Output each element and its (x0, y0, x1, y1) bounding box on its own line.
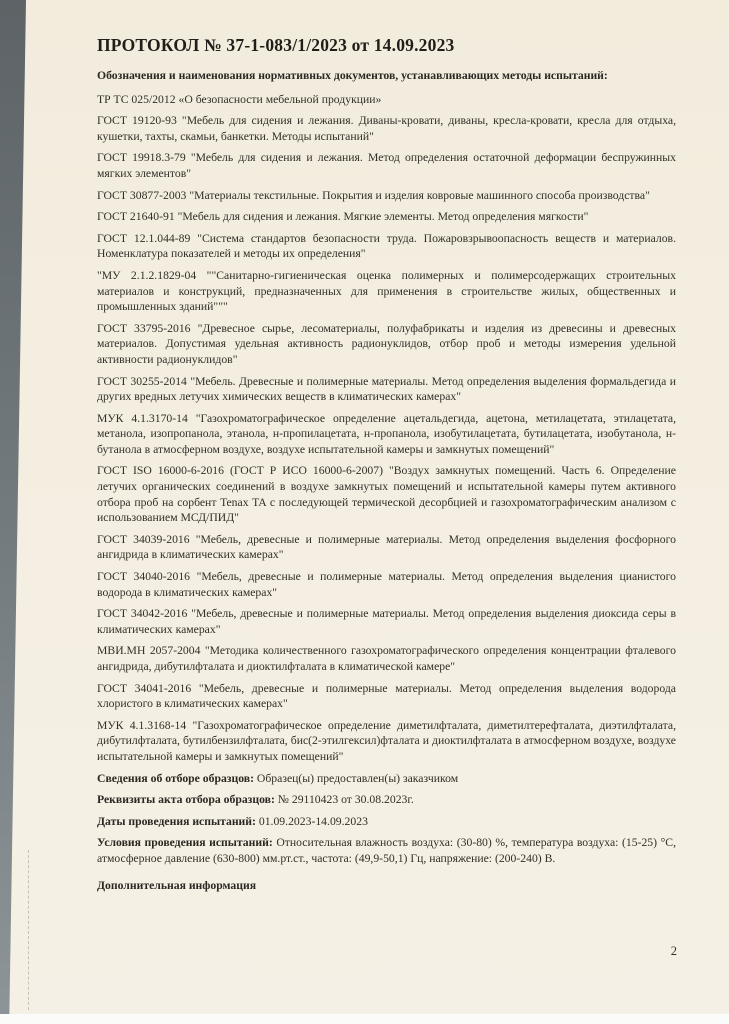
normative-document-item: ГОСТ 30255-2014 "Мебель. Древесные и полимерные материалы. Метод определения выделения формальдегида и других вредных летучих химических веществ в климатических камерах" (97, 374, 676, 404)
document-content (97, 34, 676, 893)
field-value: Образец(ы) предоставлен(ы) заказчиком (256, 771, 459, 785)
normative-document-item: ГОСТ 34039-2016 "Мебель, древесные и полимерные материалы. Метод определения выделения фосфорного ангидрида в климатических камерах" (97, 532, 676, 562)
normative-document-item: ГОСТ 19918.3-79 "Мебель для сидения и лежания. Метод определения остаточной деформации беспружинных мягких элементов" (97, 151, 676, 180)
field-label: Сведения об отборе образцов: (97, 771, 254, 785)
field-value: 01.09.2023-14.09.2023 (258, 814, 368, 828)
field-label: Даты проведения испытаний: (97, 814, 256, 828)
normative-document-item: ТР ТС 025/2012 «О безопасности мебельной продукции» (97, 92, 382, 106)
protocol-title: ПРОТОКОЛ № 37-1-083/1/2023 от 14.09.2023 (97, 35, 455, 55)
normative-document-item: ГОСТ 34042-2016 "Мебель, древесные и полимерные материалы. Метод определения выделения диоксида серы в климатических камерах" (97, 607, 676, 636)
normative-document-item: МВИ.МН 2057-2004 "Методика количественного газохроматографического определения концентрации фталевого ангидрида, дибутилфталата и диоктилфталата в климатической камере" (97, 644, 676, 673)
normative-document-item: ГОСТ 34041-2016 "Мебель, древесные и полимерные материалы. Метод определения выделения водорода хлористого в климатических камерах" (97, 681, 676, 711)
normative-document-item: "МУ 2.1.2.1829-04 ""Санитарно-гигиеническая оценка полимерных и полимерсодержащих строительных материалов и конструкций, предназначенных для применения в строительстве жилых, общественных и промышленных зданий""" (97, 268, 676, 314)
normative-document-item: ГОСТ 34040-2016 "Мебель, древесные и полимерные материалы. Метод определения выделения цианистого водорода в климатических камерах" (97, 570, 676, 599)
field-value: Относительная влажность воздуха: (30-80) %, температура воздуха: (15-25) °С, атмосферное давление (630-800) мм.рт.ст., частота: (49,9-50,1) Гц, напряжение: (200-240) В. (97, 836, 676, 865)
normative-document-item: ГОСТ 30877-2003 "Материалы текстильные. Покрытия и изделия ковровые машинного способа производства" (97, 188, 650, 202)
page-number: 2 (670, 944, 677, 958)
field-sampling-act (97, 792, 676, 808)
normative-document-item: ГОСТ 33795-2016 "Древесное сырье, лесоматериалы, полуфабрикаты и изделия из древесины и древесных материалов. Допустимая удельная активность радионуклидов, отбор проб и методы измерения удельной активности радионуклидов" (97, 321, 676, 366)
normative-document-item: ГОСТ 21640-91 "Мебель для сидения и лежания. Мягкие элементы. Метод определения мягкости" (97, 210, 589, 224)
additional-info-heading: Дополнительная информация (97, 878, 257, 892)
field-test-conditions (97, 835, 676, 866)
field-label: Реквизиты акта отбора образцов: (97, 793, 275, 807)
normative-document-item: ГОСТ ISO 16000-6-2016 (ГОСТ Р ИСО 16000-6-2007) "Воздух замкнутых помещений. Часть 6. Определение летучих органических соединений в воздухе замкнутых помещений и испытательной камеры путем активного отбора проб на сорбент Tenax TA с последующей термической десорбцией и газохроматографическим анализом с использованием МСД/ПИД" (97, 464, 676, 525)
normative-document-item: МУК 4.1.3170-14 "Газохроматографическое определение ацетальдегида, ацетона, метилацетата, этилацетата, метанола, изопропанола, этанола, н-пропилацетата, н-пропанола, изобутилацетата, бутилацетата, изобутанола, н-бутанола в атмосферном воздухе, воздухе испытательной камеры и замкнутых помещений" (97, 411, 676, 456)
fold-line-artifact (28, 850, 29, 1010)
field-sampling-info (97, 771, 676, 787)
normative-document-item: ГОСТ 19120-93 "Мебель для сидения и лежания. Диваны-кровати, диваны, кресла-кровати, кресла для отдыха, кушетки, тахты, скамьи, банкетки. Методы испытаний" (97, 114, 676, 143)
field-value: № 29110423 от 30.08.2023г. (277, 793, 414, 807)
field-label: Условия проведения испытаний: (97, 836, 273, 850)
field-test-dates (97, 814, 676, 830)
section-heading: Обозначения и наименования нормативных документов, устанавливающих методы испытаний: (97, 69, 608, 82)
normative-document-item: МУК 4.1.3168-14 "Газохроматографическое определение диметилфталата, диметилтерефталата, диэтилфталата, дибутилфталата, бутилбензилфталата, бис(2-этилгексил)фталата и диоктилфталата в атмосферном воздухе, воздухе испытательной камеры и замкнутых помещений" (97, 718, 676, 763)
normative-document-item: ГОСТ 12.1.044-89 "Система стандартов безопасности труда. Пожаровзрывоопасность веществ и материалов. Номенклатура показателей и методы их определения" (97, 231, 676, 261)
